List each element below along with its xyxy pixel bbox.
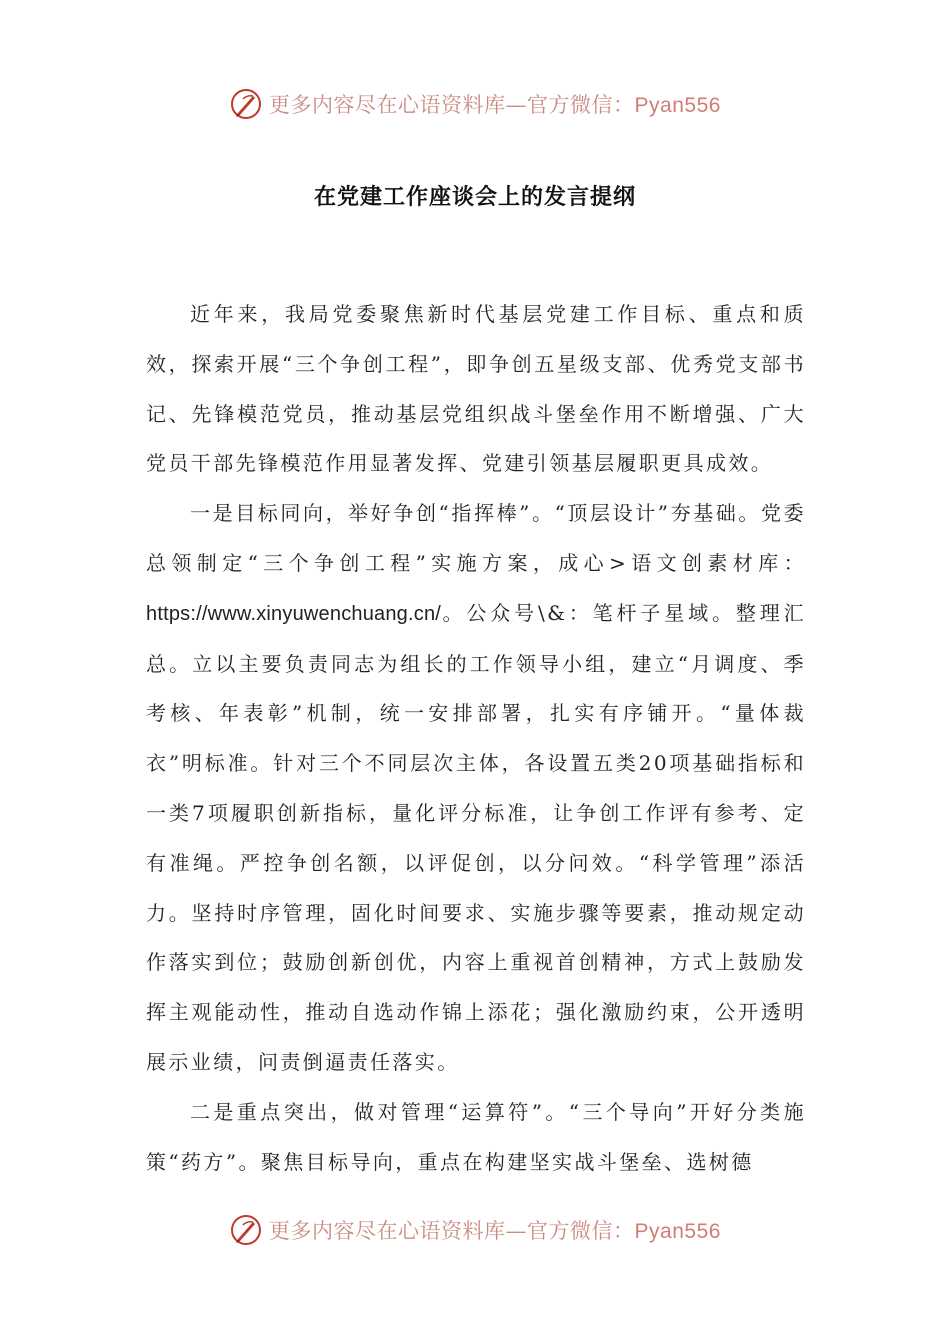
document-body (146, 290, 806, 1187)
watermark-wechat-id: Pyan556 (634, 94, 721, 117)
watermark-label: 更多内容尽在心语资料库—官方微信： (269, 93, 635, 117)
paragraph-two: 二是重点突出，做对管理“运算符”。“三个导向”开好分类施策“药方”。聚焦目标导向，重点在构建坚实战斗堡垒、选树德 (146, 1099, 806, 1174)
watermark-text (269, 1215, 721, 1245)
quill-pen-logo-icon (229, 1213, 263, 1247)
paragraph-one-lead: 一是目标同向，举好争创“指挥棒”。“顶层设计”夯基础。党委总领制定“三个争创工程”实施方案，成心>语文创素材库： (146, 501, 806, 575)
paragraph-one (146, 489, 806, 1088)
quill-pen-logo-icon (229, 87, 263, 121)
header-watermark (0, 84, 950, 124)
watermark-label: 更多内容尽在心语资料库—官方微信： (269, 1219, 635, 1243)
watermark-wechat-id: Pyan556 (634, 1220, 721, 1243)
paragraph-one-rest: 。公众号\&：笔杆子星域。整理汇总。立以主要负责同志为组长的工作领导小组，建立“月调度、季考核、年表彰”机制，统一安排部署，扎实有序铺开。“量体裁衣”明标准。针对三个不同层次主体，各设置五类20项基础指标和一类7项履职创新指标，量化评分标准，让争创工作评有参考、定有准绳。严控争创名额，以评促创，以分问效。“科学管理”添活力。坚持时序管理，固化时间要求、实施步骤等要素，推动规定动作落实到位；鼓励创新创优，内容上重视首创精神，方式上鼓励发挥主观能动性，推动自选动作锦上添花；强化激励约束，公开透明展示业绩，问责倒逼责任落实。 (146, 600, 806, 1074)
source-url: https://www.xinyuwenchuang.cn/ (146, 602, 442, 625)
footer-watermark (0, 1210, 950, 1250)
document-title: 在党建工作座谈会上的发言提纲 (313, 185, 636, 210)
paragraph-intro: 近年来，我局党委聚焦新时代基层党建工作目标、重点和质效，探索开展“三个争创工程”，即争创五星级支部、优秀党支部书记、先锋模范党员，推动基层党组织战斗堡垒作用不断增强、广大党员干部先锋模范作用显著发挥、党建引领基层履职更具成效。 (146, 302, 806, 476)
watermark-text (269, 89, 721, 119)
